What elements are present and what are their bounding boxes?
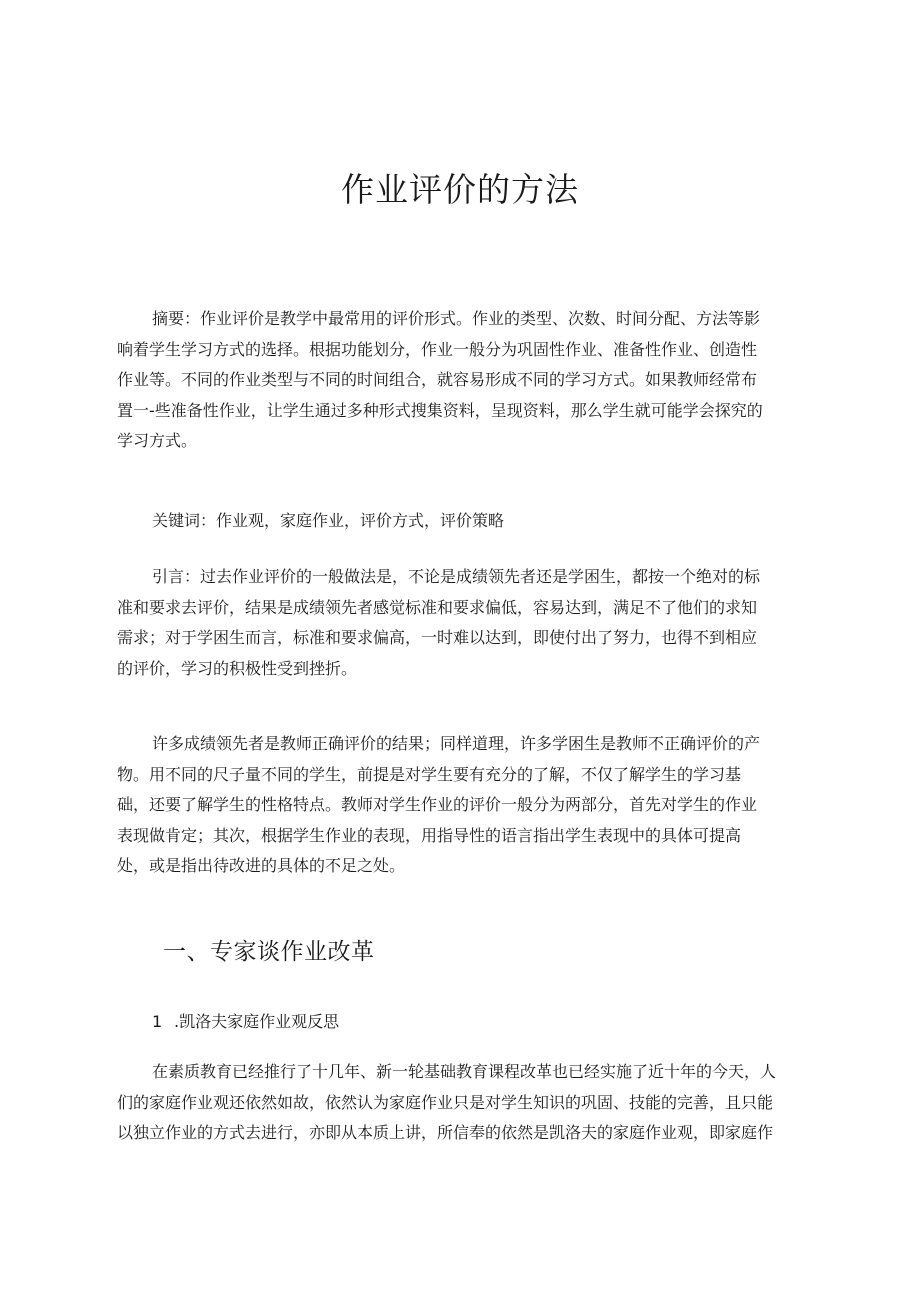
intro-line: 需求；对于学困生而言，标准和要求偏高，一时难以达到，即使付出了努力，也得不到相应 [117,628,758,647]
body-line: 处，或是指出待改进的具体的不足之处。 [117,856,406,875]
section-line: 在素质教育已经推行了十几年、新一轮基础教育课程改革也已经实施了近十年的今天，人 [152,1062,777,1081]
document-title: 作业评价的方法 [341,170,579,209]
abstract-line: 摘要：作业评价是教学中最常用的评价形式。作业的类型、次数、时间分配、方法等影 [152,309,761,328]
section-line: 们的家庭作业观还依然如故，依然认为家庭作业只是对学生知识的巩固、技能的完善，且只能 [117,1092,774,1112]
body-line: 物。用不同的尺子量不同的学生，前提是对学生要有充分的了解，不仅了解学生的学习基 [117,764,742,784]
abstract-line: 响着学生学习方式的选择。根据功能划分，作业一般分为巩固性作业、准备性作业、创造性 [117,339,758,359]
subsection-heading [152,1009,339,1032]
keywords-line: 关键词：作业观，家庭作业，评价方式，评价策略 [152,511,505,530]
body-line: 表现做肯定；其次，根据学生作业的表现，用指导性的语言指出学生表现中的具体可提高 [117,825,742,845]
abstract-line: 学习方式。 [117,431,198,450]
intro-line: 准和要求去评价，结果是成绩领先者感觉标准和要求偏低，容易达到，满足不了他们的求知 [117,597,758,617]
intro-line: 引言：过去作业评价的一般做法是，不论是成绩领先者还是学困生，都按一个绝对的标 [152,567,761,586]
section-line: 以独立作业的方式去进行，亦即从本质上讲，所信奉的依然是凯洛夫的家庭作业观，即家庭作 [117,1123,774,1142]
body-line: 许多成绩领先者是教师正确评价的结果；同样道理，许多学困生是教师不正确评价的产 [152,734,761,753]
subsection-number: 1 [152,1012,163,1031]
body-line: 础，还要了解学生的性格特点。教师对学生作业的评价一般分为两部分，首先对学生的作业 [117,795,758,814]
section-heading: 一、专家谈作业改革 [163,939,375,965]
keywords-paragraph [117,506,817,537]
intro-paragraph [117,562,817,684]
section-paragraph [117,1057,823,1149]
abstract-paragraph [117,304,817,457]
abstract-line: 置一-些准备性作业，让学生通过多种形式搜集资料，呈现资料，那么学生就可能学会探究的 [117,400,763,420]
subsection-label: .凯洛夫家庭作业观反思 [174,1012,340,1031]
intro-line: 的评价，学习的积极性受到挫折。 [117,658,358,678]
abstract-line: 作业等。不同的作业类型与不同的时间组合，就容易形成不同的学习方式。如果教师经常布 [117,370,758,389]
body-paragraph-2 [117,729,817,882]
